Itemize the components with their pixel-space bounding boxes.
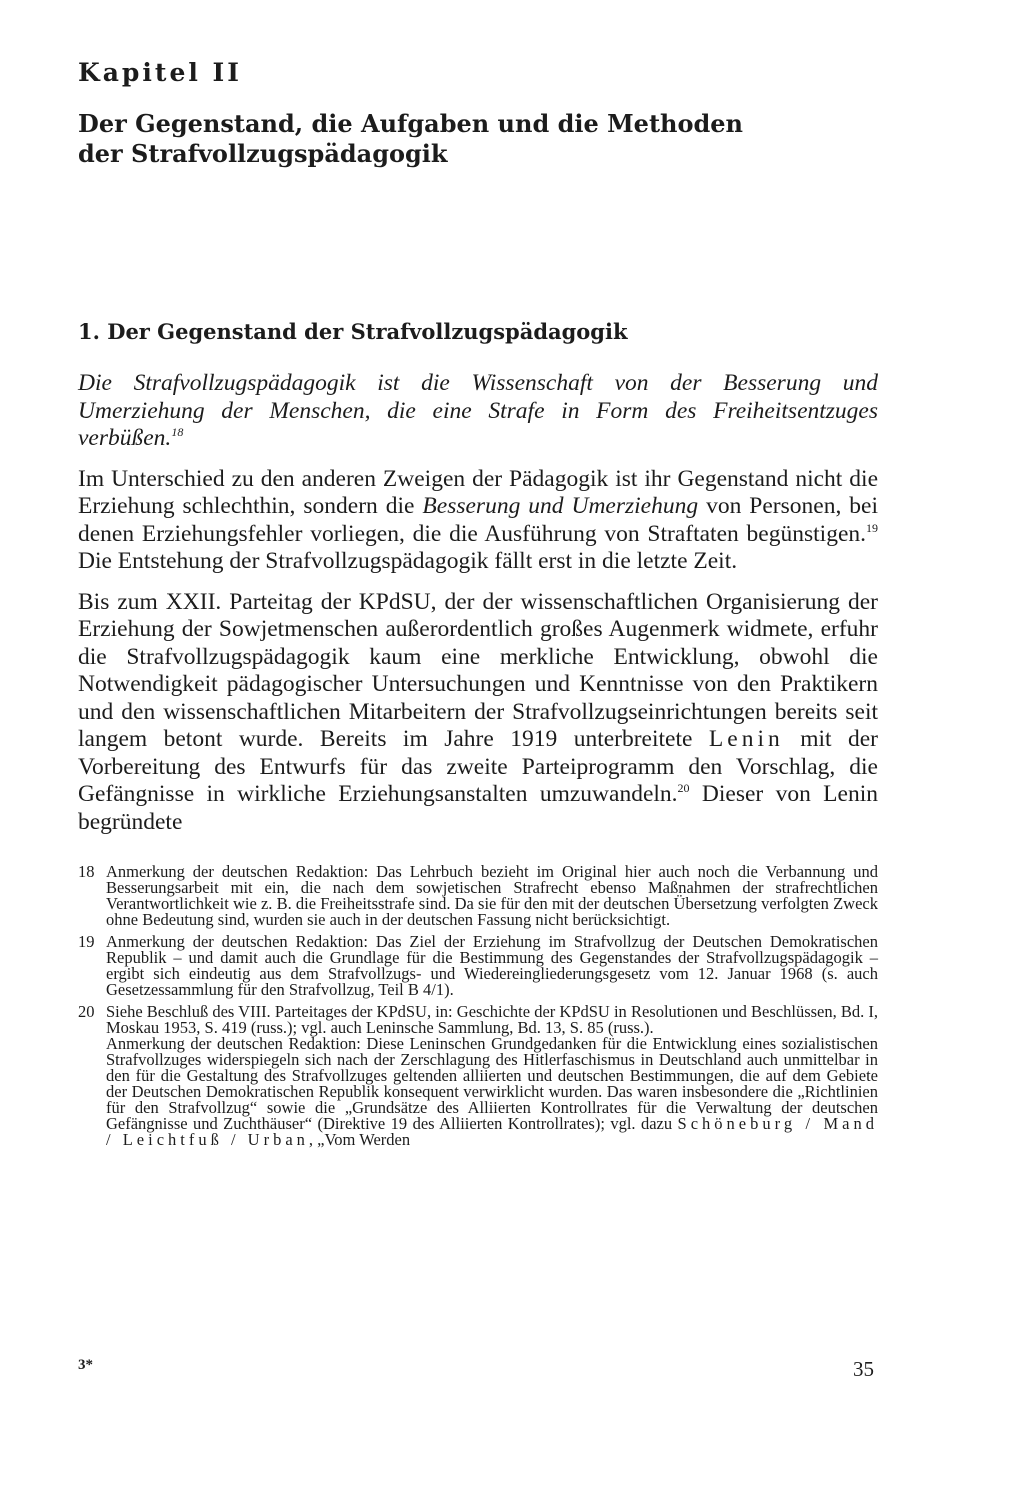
footnotes: [78, 864, 878, 1148]
chapter-title-line-2: der Strafvollzugspädagogik: [78, 139, 448, 168]
section-heading: 1. Der Gegenstand der Strafvollzugspädagogik: [78, 319, 628, 344]
paragraph-1-emphasis: Besserung und Umerziehung: [422, 493, 699, 519]
definition-text: Die Strafvollzugspädagogik ist die Wissenschaft von der Besserung und Umerziehung der Menschen, die eine Strafe in Form des Freiheitsentzuges verbüßen.: [78, 370, 878, 451]
definition-paragraph: [78, 370, 878, 453]
footnote-note-part-b: , „Vom Werden: [308, 1130, 411, 1149]
footnote-ref-18: 18: [171, 425, 184, 439]
chapter-title: [78, 109, 878, 169]
paragraph-2: [78, 589, 878, 837]
author-name-lenin: Lenin: [708, 726, 784, 752]
footnote-note: [106, 1036, 878, 1148]
paragraph-2-part-c: Dieser von Lenin begründete: [78, 781, 878, 835]
paragraph-2-part-b: mit der Vorbereitung des Entwurfs für das zweite Parteiprogramm den Vorschlag, die Gefängnisse in wirkliche Erziehungsanstalten umzuwandeln.: [78, 726, 879, 807]
footnote-text: Anmerkung der deutschen Redaktion: Das Ziel der Erziehung im Strafvollzug der Deutschen Demokratischen Republik – und damit auch die Grundlage für die Bestimmung des Gegenstandes der Strafvollzugspädagogik – ergibt sich eindeutig aus dem Strafvollzugs- und Wiedereingliederungsgesetz vom 12. Januar 1968 (s. auch Gesetzessammlung für den Strafvollzug, Teil B 4/1).: [106, 932, 878, 999]
footnote-18: [78, 864, 878, 928]
footnote-note-part-a: Anmerkung der deutschen Redaktion: Diese Leninschen Grundgedanken für die Entwicklung eines sozialistischen Strafvollzuges widerspiegeln sich nach der Zerschlagung des Hitlerfaschismus in Deutschland auch unmittelbar in den für die Gestaltung des Strafvollzuges geltenden alliierten und deutschen Bestimmungen, die auf dem Gebiete der Deutschen Demokratischen Republik konsequent verwirklicht wurden. Das waren insbesondere die „Richtlinien für den Strafvollzug“ sowie die „Grundsätze des Alliierten Kontrollrates für die Verwaltung der deutschen Gefängnisse und Zuchthäuser“ (Direktive 19 des Alliierten Kontrollrates); vgl. dazu: [106, 1034, 878, 1133]
footnote-text: Anmerkung der deutschen Redaktion: Das Lehrbuch bezieht im Original hier auch noch die Verbannung und Besserungsarbeit mit ein, die nach dem sowjetischen Strafrecht ebenso Maßnahmen der strafrechtlichen Verantwortlichkeit wie z. B. die Freiheitsstrafe sind. Da sie für den mit der deutschen Übersetzung verfolgten Zweck ohne Bedeutung sind, wurden sie auch in der deutschen Fassung nicht berücksichtigt.: [106, 862, 878, 929]
footnote-number: 19: [78, 932, 95, 951]
footnote-19: [78, 934, 878, 998]
footnote-text: Siehe Beschluß des VIII. Parteitages der KPdSU, in: Geschichte der KPdSU in Resolutionen und Beschlüssen, Bd. I, Moskau 1953, S. 419 (russ.); vgl. auch Leninsche Sammlung, Bd. 13, S. 85 (russ.).: [106, 1002, 878, 1037]
page-body: [78, 58, 878, 1148]
signature-mark: 3*: [78, 1357, 93, 1373]
footnote-ref-19: 19: [866, 520, 878, 535]
page-number: 35: [853, 1357, 874, 1381]
footnote-authors: Schöneburg / Mand / Leichtfuß / Urban: [106, 1114, 878, 1149]
chapter-title-line-1: Der Gegenstand, die Aufgaben und die Methoden: [78, 109, 743, 138]
paragraph-2-part-a: Bis zum XXII. Parteitag der KPdSU, der der wissenschaftlichen Organisierung der Erziehung der Sowjetmenschen außerordentlich großes Augenmerk widmete, erfuhr die Strafvollzugspädagogik kaum eine merkliche Entwicklung, obwohl die Notwendigkeit pädagogischer Untersuchungen und Kenntnisse von den Praktikern und den wissenschaftlichen Mitarbeitern der Strafvollzugseinrichtungen bereits seit langem betont wurde. Bereits im Jahre 1919 unterbreitete: [78, 588, 878, 752]
footnote-20: [78, 1004, 878, 1148]
paragraph-1: [78, 466, 878, 576]
paragraph-1-part-a: Im Unterschied zu den anderen Zweigen der Pädagogik ist ihr Gegenstand nicht die Erziehung schlechthin, sondern die: [78, 465, 878, 519]
footnote-number: 18: [78, 862, 95, 881]
paragraph-1-part-c: Die Entstehung der Strafvollzugspädagogik fällt erst in die letzte Zeit.: [78, 548, 738, 574]
paragraph-1-part-b: von Personen, bei denen Erziehungsfehler vorliegen, die die Ausführung von Straftaten begünstigen.: [78, 493, 878, 547]
footnote-number: 20: [78, 1002, 95, 1021]
chapter-label: Kapitel II: [78, 58, 242, 87]
footnote-ref-20: 20: [677, 781, 690, 795]
